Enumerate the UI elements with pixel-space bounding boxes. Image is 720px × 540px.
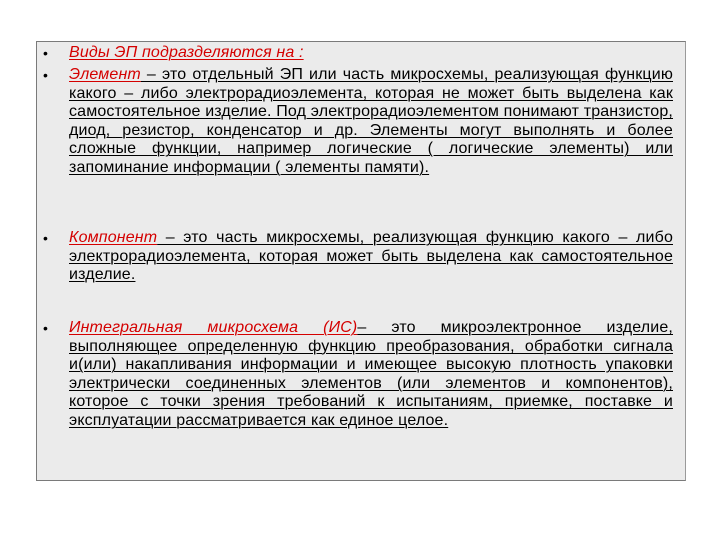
list-item-text [69,229,673,285]
heading-types: Виды ЭП подразделяются на : [69,44,304,61]
slide-text-box [36,41,686,481]
list-item-text [69,44,673,63]
list-item-text [69,319,673,431]
bullet-icon: • [43,67,48,83]
term-integrated-circuit: Интегральная микросхема (ИС) [69,319,358,336]
definition-integrated-circuit: – это микроэлектронное изделие, выполняющее определенную функцию преобразования, обработки сигнала и(или) накапливания информации и имеющее высокую плотность упаковки электрически соединенных элементов (или элементов и компонентов), которое с точки зрения требований к испытаниям, приемке, поставке и эксплуатации рассматривается как единое целое. [69,319,673,429]
list-item-text [69,66,673,178]
definition-element: – это отдельный ЭП или часть микросхемы, реализующая функцию какого – либо электрорадиоэлемента, которая не может быть выделена как самостоятельное изделие. Под электрорадиоэлементом понимают транзистор, диод, резистор, конденсатор и др. Элементы могут выполнять и более сложные функции, например логические ( логические элементы) или запоминание информации ( элементы памяти). [69,66,673,176]
term-element: Элемент [69,66,141,83]
bullet-icon: • [43,45,48,61]
bullet-icon: • [43,230,48,246]
term-component: Компонент [69,229,158,246]
definition-component: – это часть микросхемы, реализующая функцию какого – либо электрорадиоэлемента, которая может быть выделена как самостоятельное изделие. [69,229,673,284]
bullet-icon: • [43,320,48,336]
